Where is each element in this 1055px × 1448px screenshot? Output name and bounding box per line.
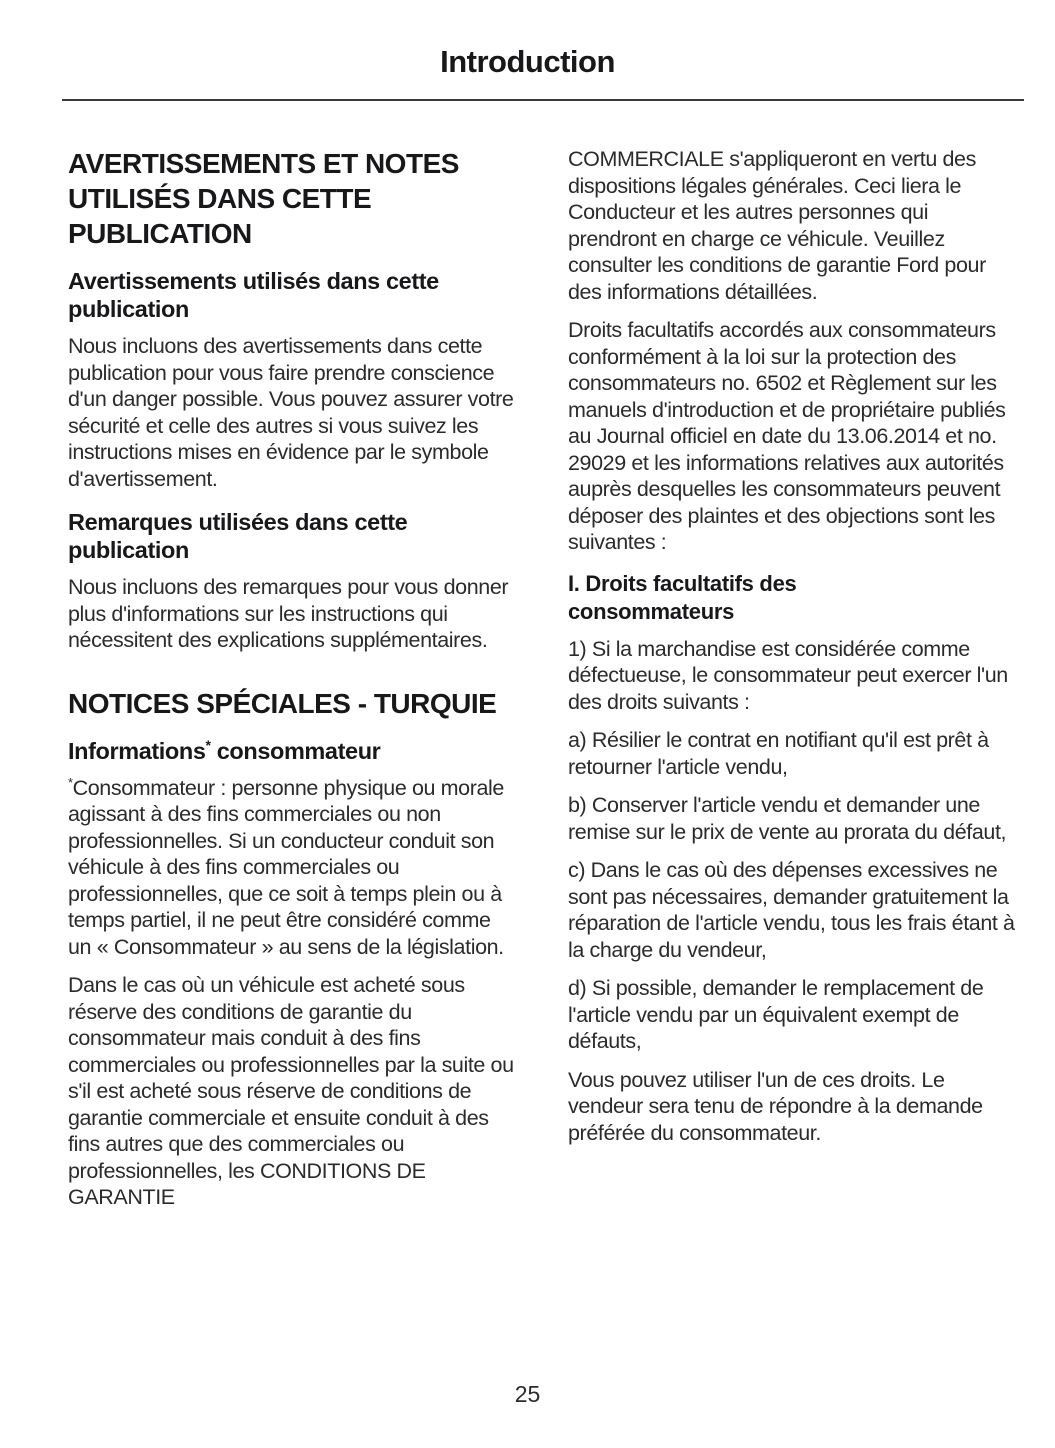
paragraph-clause-a: a) Résilier le contrat en notifiant qu'il est prêt à retourner l'article vendu, — [568, 728, 989, 779]
paragraph-rights-closing: Vous pouvez utiliser l'un de ces droits. Le vendeur sera tenu de répondre à la demande préférée du consommateur. — [568, 1067, 983, 1145]
footnote-asterisk-marker: * — [68, 774, 73, 790]
paragraph-notes-body: Nous incluons des remarques pour vous donner plus d'informations sur les instructions qui nécessitent des explications supplémentaires. — [68, 575, 509, 652]
paragraph-clause-1: 1) Si la marchandise est considérée comme défectueuse, le consommateur peut exercer l'un des droits suivants : — [568, 636, 1008, 714]
page-title: Introduction — [440, 44, 615, 79]
paragraph-warranty-conditions: Dans le cas où un véhicule est acheté sous réserve des conditions de garantie du consommateur mais conduit à des fins commerciales ou professionnelles par la suite ou s'il est acheté sous réserve de conditions de garantie commerciale et ensuite conduit à des fins autres que des commerciales ou professionnelles, les CONDITIONS DE GARANTIE — [68, 973, 514, 1209]
paragraph-warnings-body: Nous incluons des avertissements dans cette publication pour vous faire prendre conscience d'un danger possible. Vous pouvez assurer votre sécurité et celle des autres si vous suivez les instructions mises en évidence par le symbole d'avertissement. — [68, 334, 514, 491]
title-divider — [62, 99, 1024, 101]
paragraph-commercial-warranty-continuation: COMMERCIALE s'appliqueront en vertu des dispositions légales générales. Ceci liera le Conducteur et les autres personnes qui prendront en charge ce véhicule. Veuillez consulter les conditions de garantie Ford pour des informations détaillées. — [568, 147, 986, 304]
section-heading-warnings-notes: AVERTISSEMENTS ET NOTES UTILISÉS DANS CETTE PUBLICATION — [68, 148, 459, 249]
page-number: 25 — [514, 1381, 541, 1407]
consumer-footnote-text: Consommateur : personne physique ou morale agissant à des fins commerciales ou non professionnelles. Si un conducteur conduit son véhicule à des fins commerciales ou professionnelles, que ce soit à temps plein ou à temps partiel, il ne peut être considéré comme un « Consommateur » au sens de la législation. — [68, 775, 504, 959]
subsection-heading-optional-consumer-rights: I. Droits facultatifs des consommateurs — [568, 570, 797, 624]
paragraph-consumer-footnote — [68, 775, 518, 961]
left-column — [68, 146, 518, 1223]
content-columns — [68, 146, 1018, 1223]
paragraph-optional-rights-intro: Droits facultatifs accordés aux consommateurs conformément à la loi sur la protection des consommateurs no. 6502 et Règlement sur les manuels d'introduction et de propriétaire publiés au Journal officiel en date du 13.06.2014 et no. 29029 et les informations relatives aux autorités auprès desquelles les consommateurs peuvent déposer des plaintes et des objections sont les suivantes : — [568, 318, 1006, 554]
paragraph-clause-d: d) Si possible, demander le remplacement de l'article vendu par un équivalent exempt de défauts, — [568, 976, 984, 1053]
consumer-information-label: Informations — [68, 737, 206, 764]
footnote-asterisk-marker: * — [205, 736, 211, 753]
consumer-information-label-suffix: consommateur — [210, 737, 381, 764]
section-heading-special-notices-turkey: NOTICES SPÉCIALES - TURQUIE — [68, 687, 497, 719]
subsection-heading-notes-used: Remarques utilisées dans cette publication — [68, 509, 408, 563]
subsection-heading-consumer-information — [68, 737, 518, 765]
paragraph-clause-c: c) Dans le cas où des dépenses excessives ne sont pas nécessaires, demander gratuitement la réparation de l'article vendu, tous les frais étant à la charge du vendeur, — [568, 858, 1015, 962]
paragraph-clause-b: b) Conserver l'article vendu et demander une remise sur le prix de vente au prorata du défaut, — [568, 793, 1007, 844]
subsection-heading-warnings-used: Avertissements utilisés dans cette publication — [68, 268, 439, 322]
right-column — [568, 146, 1018, 1223]
